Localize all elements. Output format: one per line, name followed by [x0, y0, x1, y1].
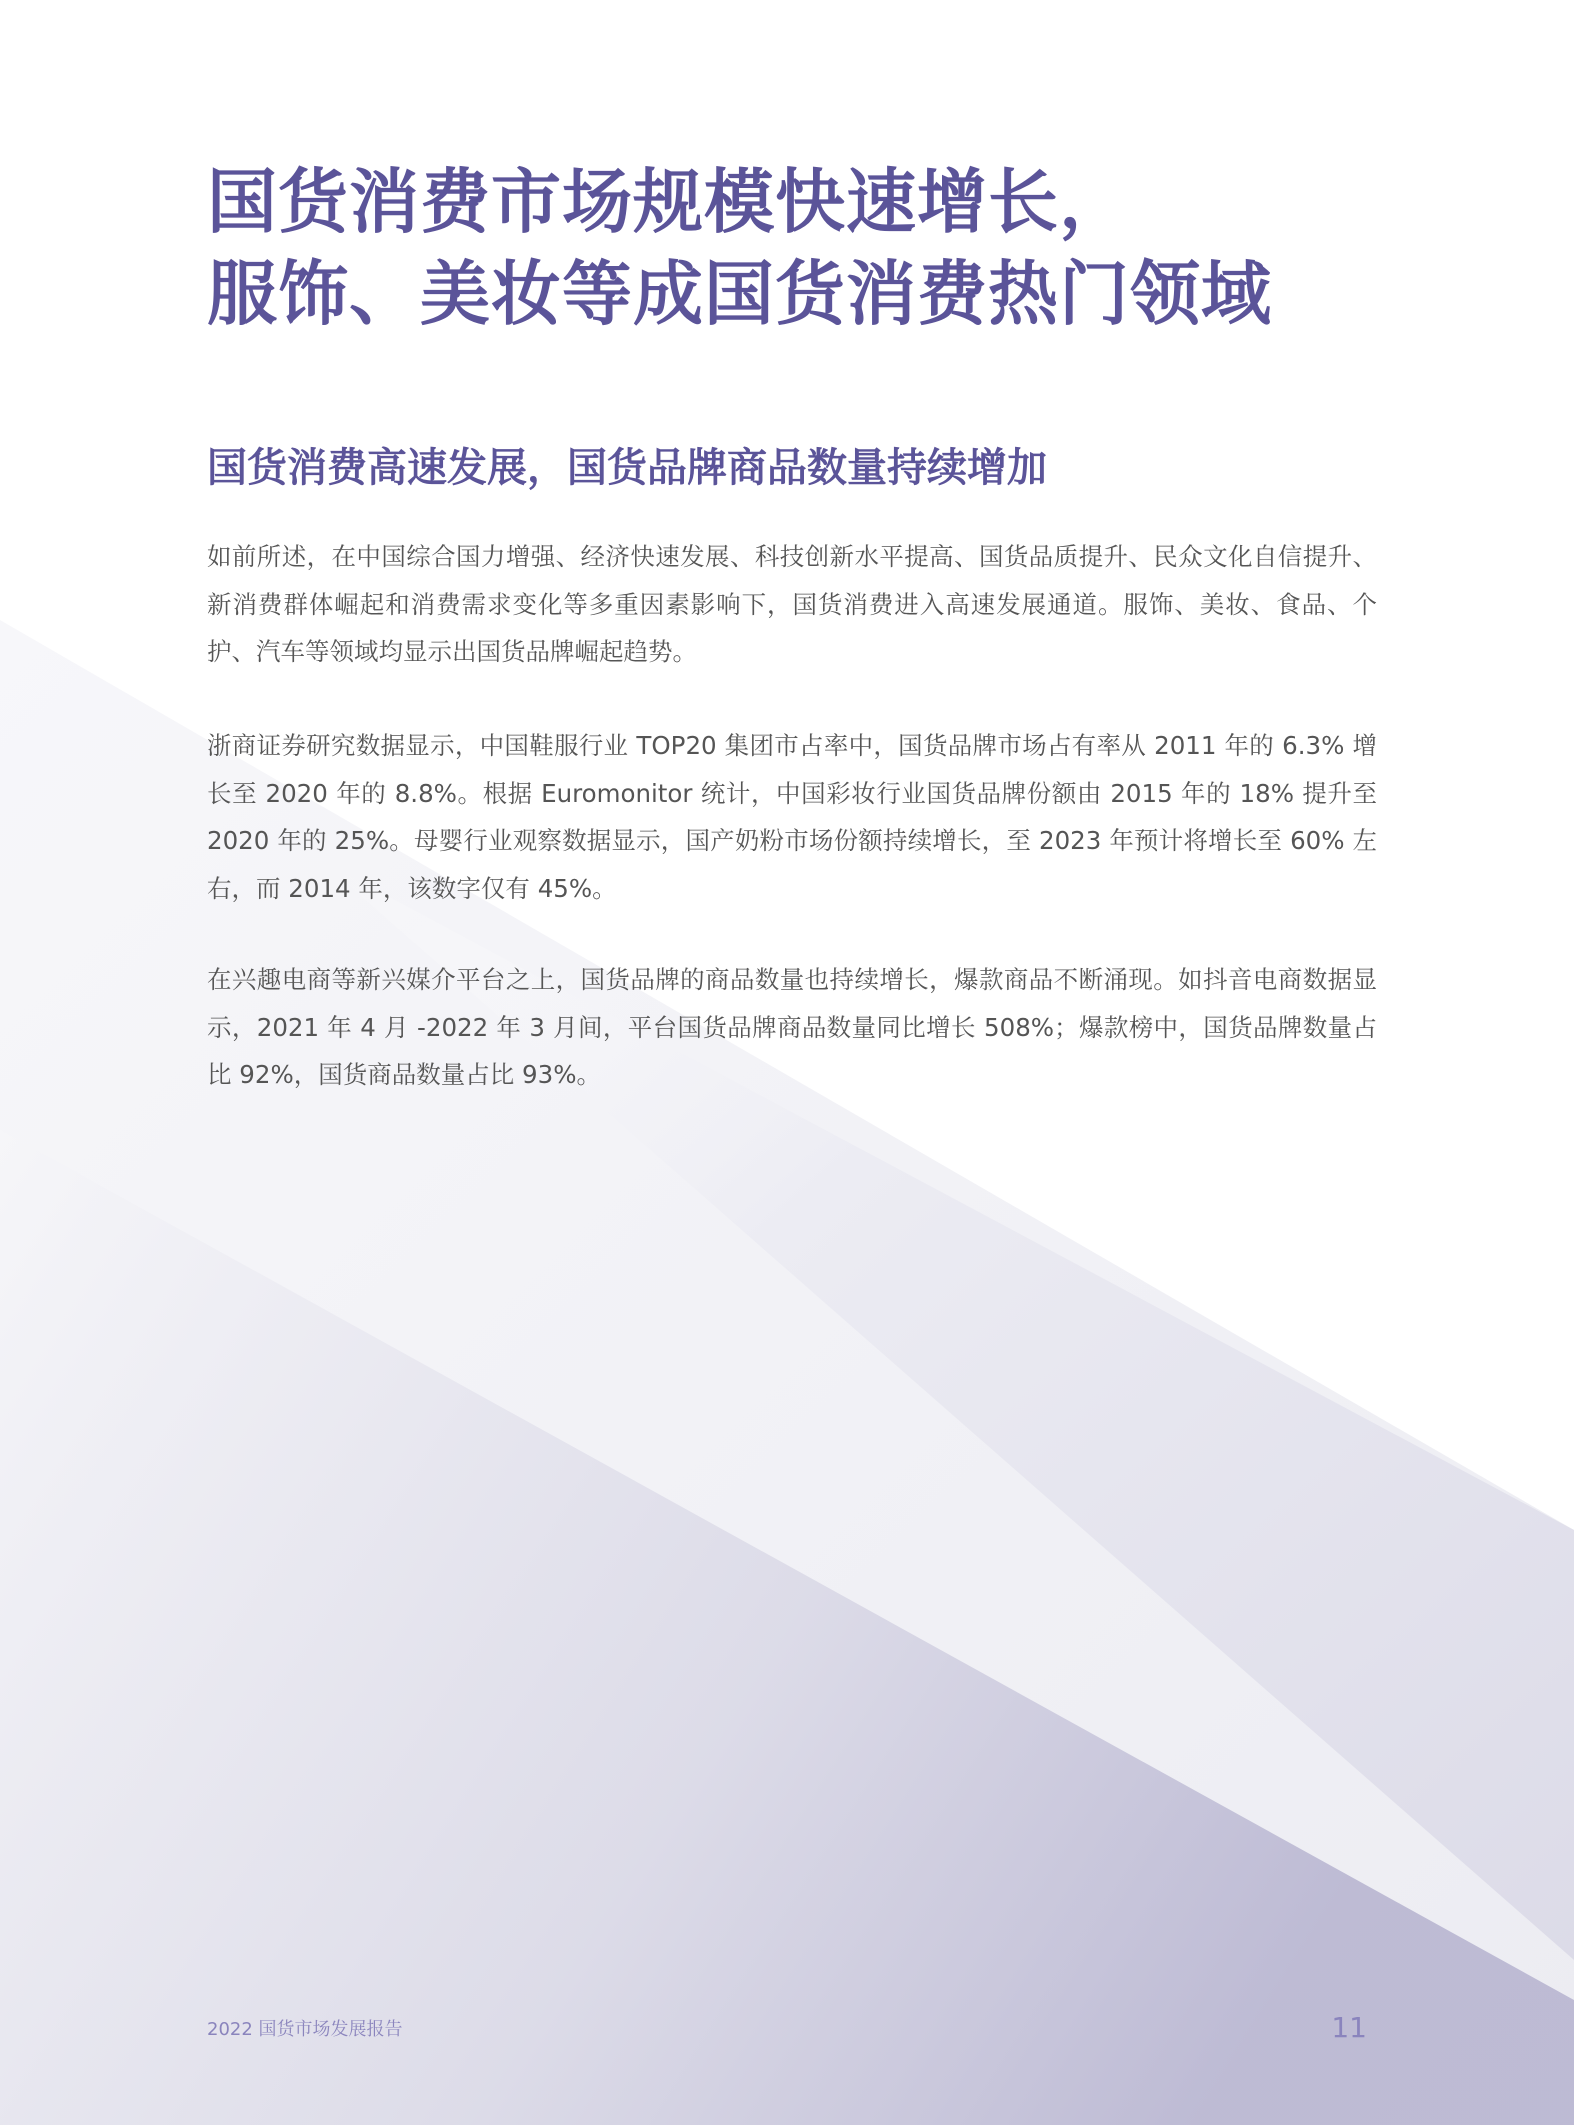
page-number: 11 — [1331, 2011, 1367, 2044]
section-subtitle: 国货消费高速发展，国货品牌商品数量持续增加 — [207, 445, 1047, 491]
page-title — [207, 156, 1377, 340]
paragraph-2: 浙商证券研究数据显示，中国鞋服行业 TOP20 集团市占率中，国货品牌市场占有率从 2011 年的 6.3% 增长至 2020 年的 8.8%。根据 Euromonitor 统计，中国彩妆行业国货品牌份额由 2015 年的 18% 提升至 2020 年的 25%。母婴行业观察数据显示，国产奶粉市场份额持续增长，至 2023 年预计将增长至 60% 左右，而 2014 年，该数字仅有 45%。 — [207, 731, 1377, 903]
paragraph-3: 在兴趣电商等新兴媒介平台之上，国货品牌的商品数量也持续增长，爆款商品不断涌现。如抖音电商数据显示，2021 年 4 月 -2022 年 3 月间，平台国货品牌商品数量同比增长 508%；爆款榜中，国货品牌数量占比 92%，国货商品数量占比 93%。 — [207, 965, 1377, 1089]
paragraph-1: 如前所述，在中国综合国力增强、经济快速发展、科技创新水平提高、国货品质提升、民众文化自信提升、新消费群体崛起和消费需求变化等多重因素影响下，国货消费进入高速发展通道。服饰、美妆、食品、个护、汽车等领域均显示出国货品牌崛起趋势。 — [207, 542, 1377, 666]
title-line-1: 国货消费市场规模快速增长， — [207, 161, 1130, 243]
title-line-2: 服饰、美妆等成国货消费热门领域 — [207, 253, 1272, 335]
footer-report-name: 2022 国货市场发展报告 — [207, 2019, 403, 2040]
